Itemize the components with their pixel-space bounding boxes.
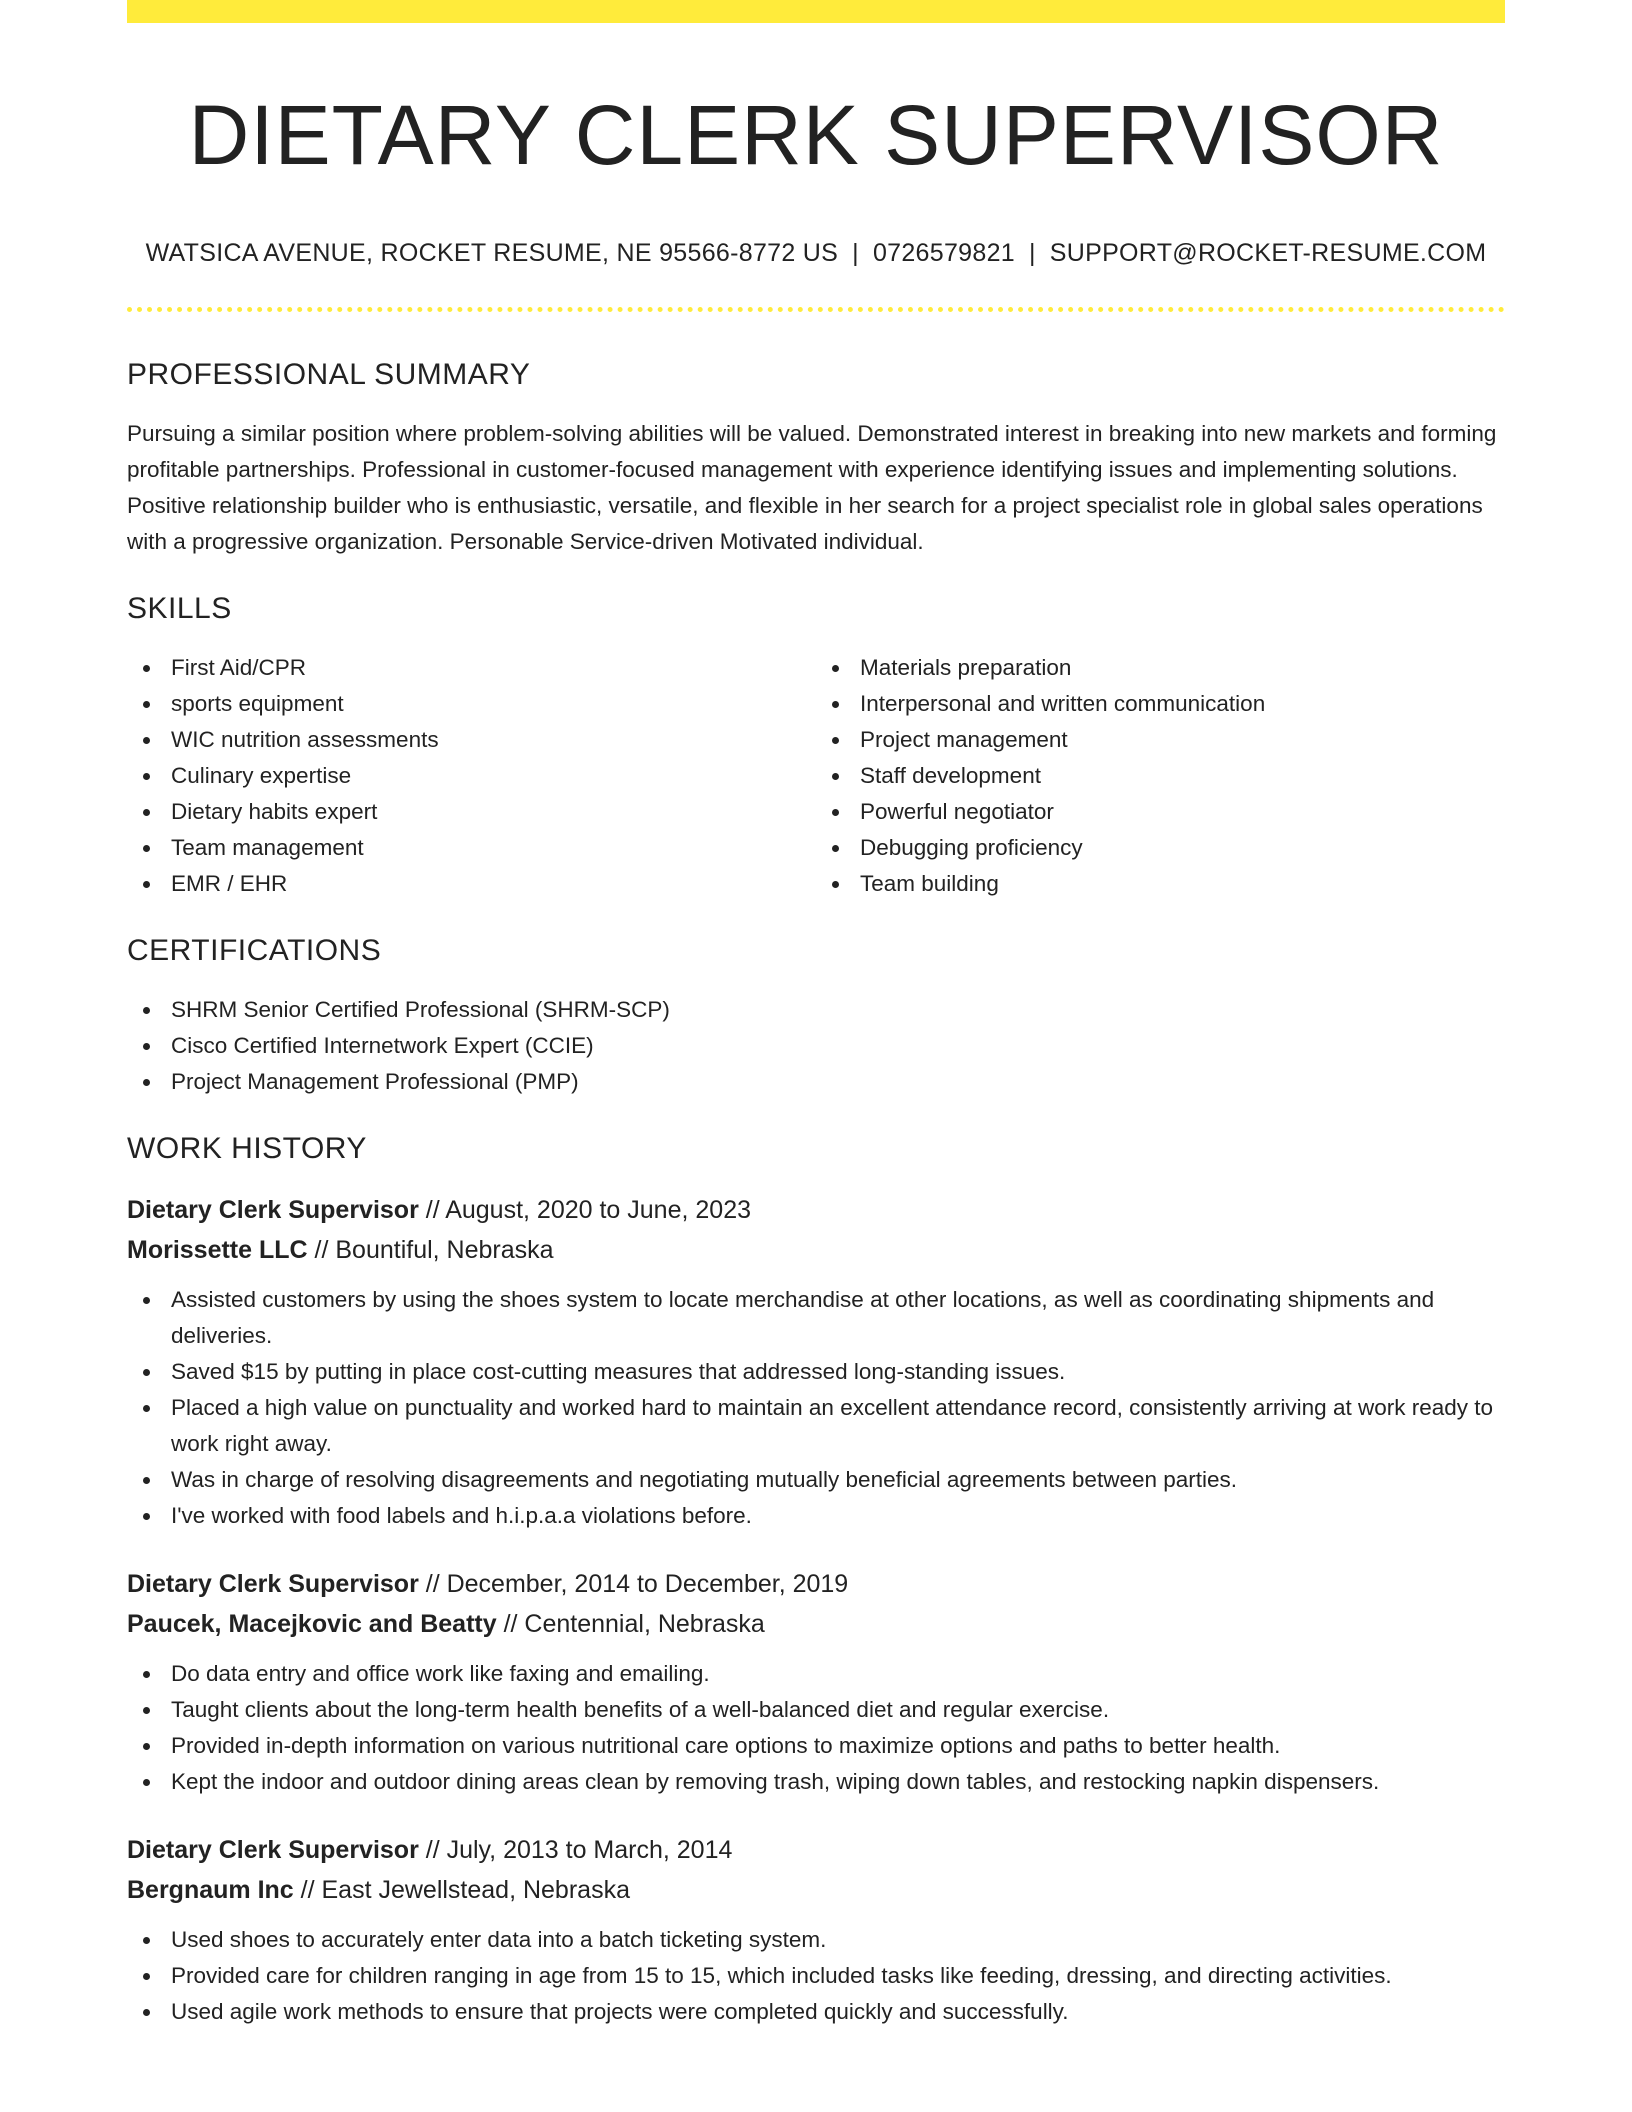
job-dates: // December, 2014 to December, 2019 — [418, 1570, 849, 1598]
certifications-heading: CERTIFICATIONS — [127, 934, 382, 967]
job-duties-list — [127, 1282, 1505, 1534]
job-location: // East Jewellstead, Nebraska — [293, 1876, 630, 1904]
job-duty: Provided care for children ranging in age from 15 to 15, which included tasks like feeding, dressing, and directing activities. — [127, 1958, 1505, 1994]
skills-columns — [127, 650, 1505, 902]
job-dates: // August, 2020 to June, 2023 — [418, 1196, 751, 1224]
job-duty: Used shoes to accurately enter data into a batch ticketing system. — [127, 1922, 1505, 1958]
contact-phone[interactable]: 0726579821 — [872, 239, 1015, 267]
skills-list-right — [816, 650, 1505, 902]
summary-text: Pursuing a similar position where problem-solving abilities will be valued. Demonstrated interest in breaking into new markets and forming profitable partnerships. Professional in customer-focused management with experience identifying issues and implementing solutions. Positive relationship builder who is enthusiastic, versatile, and flexible in her search for a project specialist role in global sales operations with a progressive organization. Personable Service-driven Motivated individual. — [127, 421, 1497, 554]
job-title-line — [127, 1190, 1505, 1230]
job-role: Dietary Clerk Supervisor — [127, 1836, 419, 1864]
job-dates: // July, 2013 to March, 2014 — [418, 1836, 733, 1864]
skills-heading: SKILLS — [127, 592, 232, 625]
skill-item: Dietary habits expert — [127, 794, 816, 830]
job-company-line — [127, 1604, 1505, 1644]
skill-item: Staff development — [816, 758, 1505, 794]
job-duty: Provided in-depth information on various nutritional care options to maximize options and paths to better health. — [127, 1728, 1505, 1764]
contact-separator: | — [852, 239, 859, 267]
job-role: Dietary Clerk Supervisor — [127, 1570, 419, 1598]
job-duty: Was in charge of resolving disagreements and negotiating mutually beneficial agreements between parties. — [127, 1462, 1505, 1498]
skill-item: sports equipment — [127, 686, 816, 722]
certification-item: Cisco Certified Internetwork Expert (CCIE) — [127, 1028, 1505, 1064]
certifications-list — [127, 992, 1505, 1100]
skill-item: Materials preparation — [816, 650, 1505, 686]
skill-item: Team building — [816, 866, 1505, 902]
contact-address: WATSICA AVENUE, ROCKET RESUME, NE 95566-8772 US — [145, 239, 839, 267]
job-duty: Taught clients about the long-term health benefits of a well-balanced diet and regular exercise. — [127, 1692, 1505, 1728]
job-company: Morissette LLC — [127, 1236, 308, 1264]
resume-name: DIETARY CLERK SUPERVISOR — [188, 88, 1444, 182]
job-location: // Bountiful, Nebraska — [307, 1236, 554, 1264]
summary-heading: PROFESSIONAL SUMMARY — [127, 358, 531, 391]
job-duties-list — [127, 1922, 1505, 2030]
job-duty: I've worked with food labels and h.i.p.a.a violations before. — [127, 1498, 1505, 1534]
skill-item: WIC nutrition assessments — [127, 722, 816, 758]
skill-item: EMR / EHR — [127, 866, 816, 902]
job-title-line — [127, 1564, 1505, 1604]
job-location: // Centennial, Nebraska — [496, 1610, 765, 1638]
job-duty: Assisted customers by using the shoes system to locate merchandise at other locations, as well as coordinating shipments and deliveries. — [127, 1282, 1505, 1354]
skills-list-left — [127, 650, 816, 902]
skill-item: First Aid/CPR — [127, 650, 816, 686]
certification-item: Project Management Professional (PMP) — [127, 1064, 1505, 1100]
contact-line — [127, 237, 1505, 269]
job-role: Dietary Clerk Supervisor — [127, 1196, 419, 1224]
job-entry — [127, 1830, 1505, 2030]
job-duty: Saved $15 by putting in place cost-cutting measures that addressed long-standing issues. — [127, 1354, 1505, 1390]
skill-item: Culinary expertise — [127, 758, 816, 794]
job-company-line — [127, 1230, 1505, 1270]
certification-item: SHRM Senior Certified Professional (SHRM-SCP) — [127, 992, 1505, 1028]
top-accent-bar — [127, 0, 1505, 23]
job-entry — [127, 1190, 1505, 1534]
dotted-divider — [127, 307, 1505, 312]
job-entry — [127, 1564, 1505, 1800]
contact-separator: | — [1028, 239, 1036, 267]
skill-item: Team management — [127, 830, 816, 866]
work-history-heading: WORK HISTORY — [127, 1132, 367, 1165]
job-duties-list — [127, 1656, 1505, 1800]
skill-item: Powerful negotiator — [816, 794, 1505, 830]
job-company: Paucek, Macejkovic and Beatty — [127, 1610, 497, 1638]
job-title-line — [127, 1830, 1505, 1870]
job-duty: Do data entry and office work like faxing and emailing. — [127, 1656, 1505, 1692]
resume-page — [127, 0, 1505, 2030]
job-duty: Used agile work methods to ensure that projects were completed quickly and successfully. — [127, 1994, 1505, 2030]
job-duty: Kept the indoor and outdoor dining areas clean by removing trash, wiping down tables, and restocking napkin dispensers. — [127, 1764, 1505, 1800]
job-duty: Placed a high value on punctuality and worked hard to maintain an excellent attendance record, consistently arriving at work ready to work right away. — [127, 1390, 1505, 1462]
job-company-line — [127, 1870, 1505, 1910]
skill-item: Interpersonal and written communication — [816, 686, 1505, 722]
contact-email[interactable]: SUPPORT@ROCKET-RESUME.COM — [1049, 239, 1487, 267]
skill-item: Debugging proficiency — [816, 830, 1505, 866]
skill-item: Project management — [816, 722, 1505, 758]
job-company: Bergnaum Inc — [127, 1876, 294, 1904]
